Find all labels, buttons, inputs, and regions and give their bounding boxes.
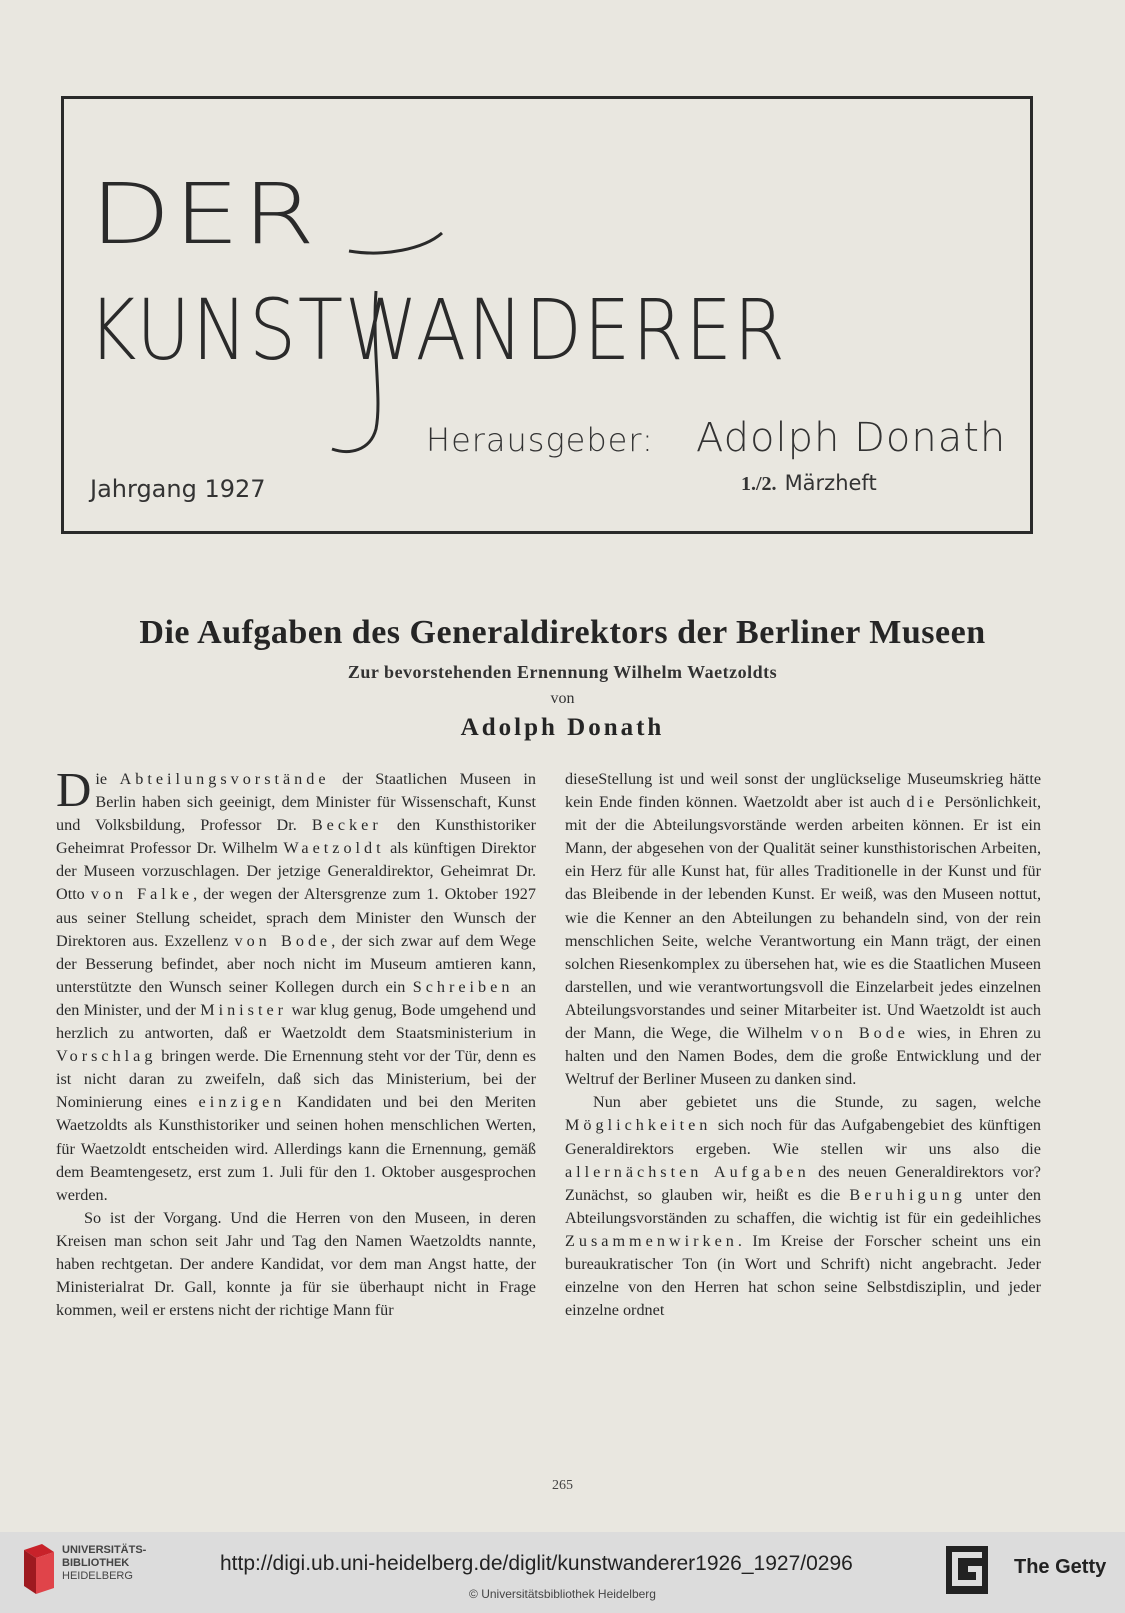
footer-bar [0,1532,1125,1613]
drop-cap: D [56,762,92,817]
byline-prefix: von [550,690,575,707]
paragraph: So ist der Vorgang. Und die Herren von den Museen, in deren Kreisen man schon seit Jahr und Tag den Namen Waetzoldts nannte, haben rechtgetan. Der andere Kandidat, vor dem man Angst hatte, der Ministerialrat Dr. Gall, konnte ja für sie überhaupt nicht in Frage kommen, weil er erstens nicht der richtige Mann für [56,1208,536,1320]
issue-label [741,471,877,496]
masthead-title-line1: DER [90,165,318,263]
paragraph: Die Abteilungsvorstände der Staatlichen Museen in Berlin haben sich geeinigt, dem Minister für Wissenschaft, Kunst und Volksbildung, Professor Dr. Becker den Kunsthistoriker Geheimrat Professor Dr. Wilhelm Waetzoldt als künftigen Direktor der Museen vorzuschlagen. Der jetzige Generaldirektor, Geheimrat Dr. Otto von Falke, der wegen der Altersgrenze zum 1. Oktober 1927 aus seiner Stellung scheidet, sprach dem Minister den Wunsch der Direktoren aus. Exzellenz von Bode, der sich zwar auf dem Wege der Besserung befindet, aber noch nicht im Museum amtieren kann, unterstützte den Wunsch seiner Kollegen durch ein Schreiben an den Minister, und der Minister war klug genug, Bode umgehend und herzlich zu antworten, daß er Waetzoldt dem Staatsministerium in Vorschlag bringen werde. Die Ernennung steht vor der Tür, denn es ist nicht daran zu zweifeln, daß sich das Ministerium, bei der Nominierung eines einzigen Kandidaten und bei den Meriten Waetzoldts als Kunsthistoriker und seinen hohen menschlichen Werten, für Waetzoldt entscheiden wird. Allerdings kann die Ernennung, gemäß dem Beamtengesetz, erst zum 1. Juli für den 1. Oktober ausgesprochen werden. [56,762,537,1204]
partner-name: The Getty [1014,1556,1107,1578]
article-subtitle: Zur bevorstehenden Ernennung Wilhelm Waetzoldts [347,662,778,682]
issue-number: 1./2. [741,473,777,495]
publisher-name: Adolph Donath [696,415,1007,461]
article-title: Die Aufgaben des Generaldirektors der Berliner Museen [139,614,986,651]
paragraph: dieseStellung ist und weil sonst der unglückselige Museumskrieg hätte kein Ende finden können. Waetzoldt aber ist auch die Persönlichkeit, mit der die Abteilungsvorstände werden arbeiten können. Er ist ein Mann, der abgesehen von der Qualität seiner kunsthistorischen Arbeiten, ein Herz für alle Kunst hat, für alles Traditionelle in der Kunst und für das Bleibende in der lebenden Kunst. Er weiß, was den Museen nottut, wie die Kenner an den Abteilungen zu behandeln sind, von der rein menschlichen Seite, welche Verantwortung ein Mann trägt, der einen solchen Riesenkomplex zu übersehen hat, wie es die Staatlichen Museen darstellen, und wie verantwortungsvoll die Einzelarbeit jedes einzelnen Abteilungsvorstandes und seiner Mitarbeiter ist. Und Waetzoldt ist auch der Mann, die Wege, die Wilhelm von Bode wies, in Ehren zu halten und den Namen Bodes, dem die große Entwicklung und der Weltruf der Berliner Museen zu danken sind. [565,770,1042,1089]
getty-logo-icon [946,1546,988,1594]
masthead-swash-ornament [64,99,1036,537]
article-author: Adolph Donath [460,714,665,741]
issue-name: Märzheft [784,471,877,495]
masthead-title-line2: KUNSTWANDERER [88,281,787,379]
column-left [56,762,537,1322]
column-right [565,768,1041,1322]
publisher-label: Herausgeber: [426,421,654,459]
copyright-notice: © Universitätsbibliothek Heidelberg [469,1587,656,1601]
volume-label: Jahrgang 1927 [90,475,266,503]
permalink-url[interactable]: http://digi.ub.uni-heidelberg.de/diglit/kunstwanderer1926_1927/0296 [220,1552,853,1575]
library-name: UNIVERSITÄTS- BIBLIOTHEK HEIDELBERG [62,1544,147,1582]
paragraph: Nun aber gebietet uns die Stunde, zu sagen, welche Möglichkeiten sich noch für das Aufgabengebiet des künftigen Generaldirektors ergeben. Wie stellen wir uns also die allernächsten Aufgaben des neuen Generaldirektors vor? Zunächst, so glauben wir, heißt es die Beruhigung unter den Abteilungsvorständen zu schaffen, die wichtig ist für ein gedeihliches Zusammenwirken. Im Kreise der Forscher scheint uns ein bureaukratischer Ton (in Wort und Schrift) nicht angebracht. Jeder einzelne von den Herren hat schon seine Selbstdisziplin, und jeder einzelne ordnet [565,1093,1042,1320]
page-number: 265 [552,1478,573,1493]
masthead [61,96,1033,534]
